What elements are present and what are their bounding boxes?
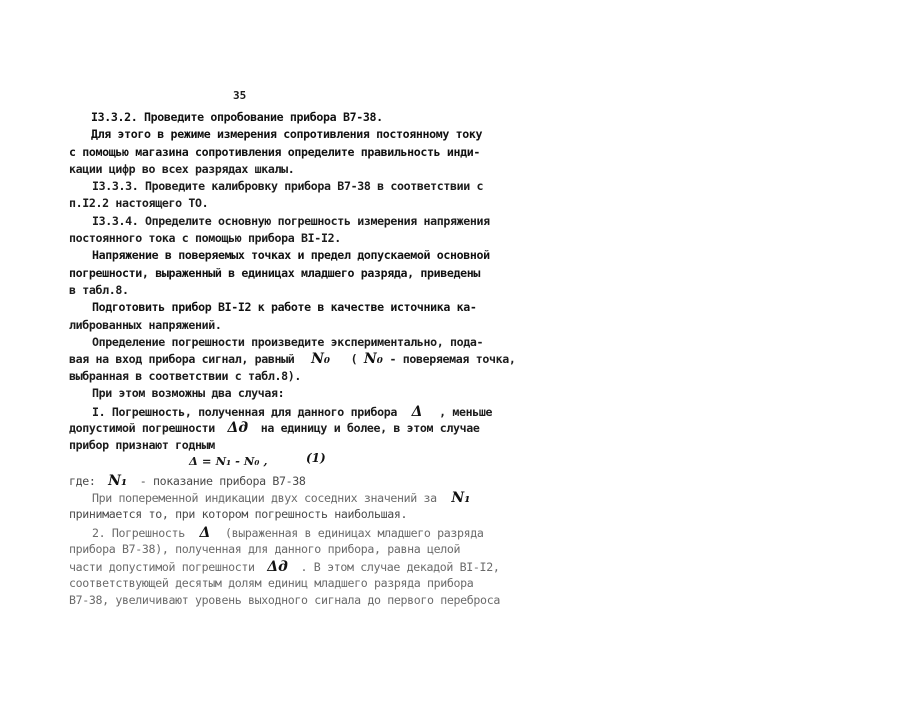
text-line-with-symbols [69,421,480,435]
handwritten-symbol-n1: N₁ [451,490,471,506]
text-line: погрешности, выраженный в единицах младшего разряда, приведены [69,266,481,280]
text-line: кации цифр во всех разрядах шкалы. [69,162,295,176]
text-line-with-symbols [69,560,499,574]
text-line-with-symbols [92,526,484,540]
text-line: Определение погрешности произведите экспериментально, пода- [92,335,484,349]
text-segment: 2. Погрешность [92,526,185,540]
text-segment: - поверяемая точка, [389,352,516,366]
text-line: п.I2.2 настоящего ТО. [69,196,209,210]
text-segment: на единицу и более, в этом случае [260,421,480,435]
text-line: соответствующей десятым долям единиц младшего разряда прибора [69,576,474,590]
text-line-with-symbols [92,491,470,505]
section-13-3-4: I3.3.4. Определите основную погрешность измерения напряжения [92,214,490,228]
text-segment: части допустимой погрешности [69,560,255,574]
text-segment: , меньше [439,405,493,419]
text-segment: I. Погрешность, полученная для данного прибора [92,405,397,419]
section-13-3-2: I3.3.2. Проведите опробование прибора В7-38. [91,110,383,124]
text-segment: При попеременной индикации двух соседних значений за [92,491,437,505]
text-line: либрованных напряжений. [69,318,222,332]
text-segment: допустимой погрешности [69,421,215,435]
text-line: При этом возможны два случая: [92,386,285,400]
text-line: принимается то, при котором погрешность наибольшая. [69,507,408,521]
text-segment: . В этом случае декадой ВI-I2, [300,560,500,574]
text-line: постоянного тока с помощью прибора ВI-I2. [69,231,341,245]
formula: Δ = N₁ - N₀ , [189,454,268,468]
handwritten-symbol-n0: N₀ [311,351,330,367]
formula-number: (1) [306,451,326,465]
text-segment: вая на вход прибора сигнал, равный [69,352,295,366]
text-line: Напряжение в поверяемых точках и предел допускаемой основной [92,248,490,262]
section-13-3-3: I3.3.3. Проведите калибровку прибора В7-38 в соответствии с [92,179,484,193]
text-line: выбранная в соответствии с табл.8). [69,369,302,383]
text-segment: ( [350,352,358,366]
page-number: 35 [233,89,247,102]
text-line: В7-38, увеличивают уровень выходного сигнала до первого переброса [69,593,500,607]
text-line: прибора В7-38), полученная для данного прибора, равна целой [69,542,461,556]
handwritten-symbol-delta-d: Δд [267,559,288,575]
text-line: Подготовить прибор ВI-I2 к работе в качестве источника ка- [92,300,477,314]
text-line: прибор признают годным [69,438,215,452]
text-line-with-symbols [69,474,306,488]
handwritten-symbol-n0: N₀ [363,351,383,367]
text-line: с помощью магазина сопротивления определите правильность инди- [69,145,481,159]
handwritten-symbol-n1: N₁ [108,473,128,489]
text-line-with-symbols [69,352,515,366]
text-segment: - показание прибора В7-38 [139,474,306,488]
text-line: в табл.8. [69,283,129,297]
handwritten-symbol-delta: Δ [411,404,423,420]
text-segment: (выраженная в единицах младшего разряда [224,526,484,540]
handwritten-symbol-delta-d: Δд [227,420,249,436]
text-line-with-symbols [92,405,492,419]
text-line: Для этого в режиме измерения сопротивления постоянному току [91,127,483,141]
handwritten-symbol-delta: Δ [199,525,211,541]
text-segment: где: [69,474,96,488]
